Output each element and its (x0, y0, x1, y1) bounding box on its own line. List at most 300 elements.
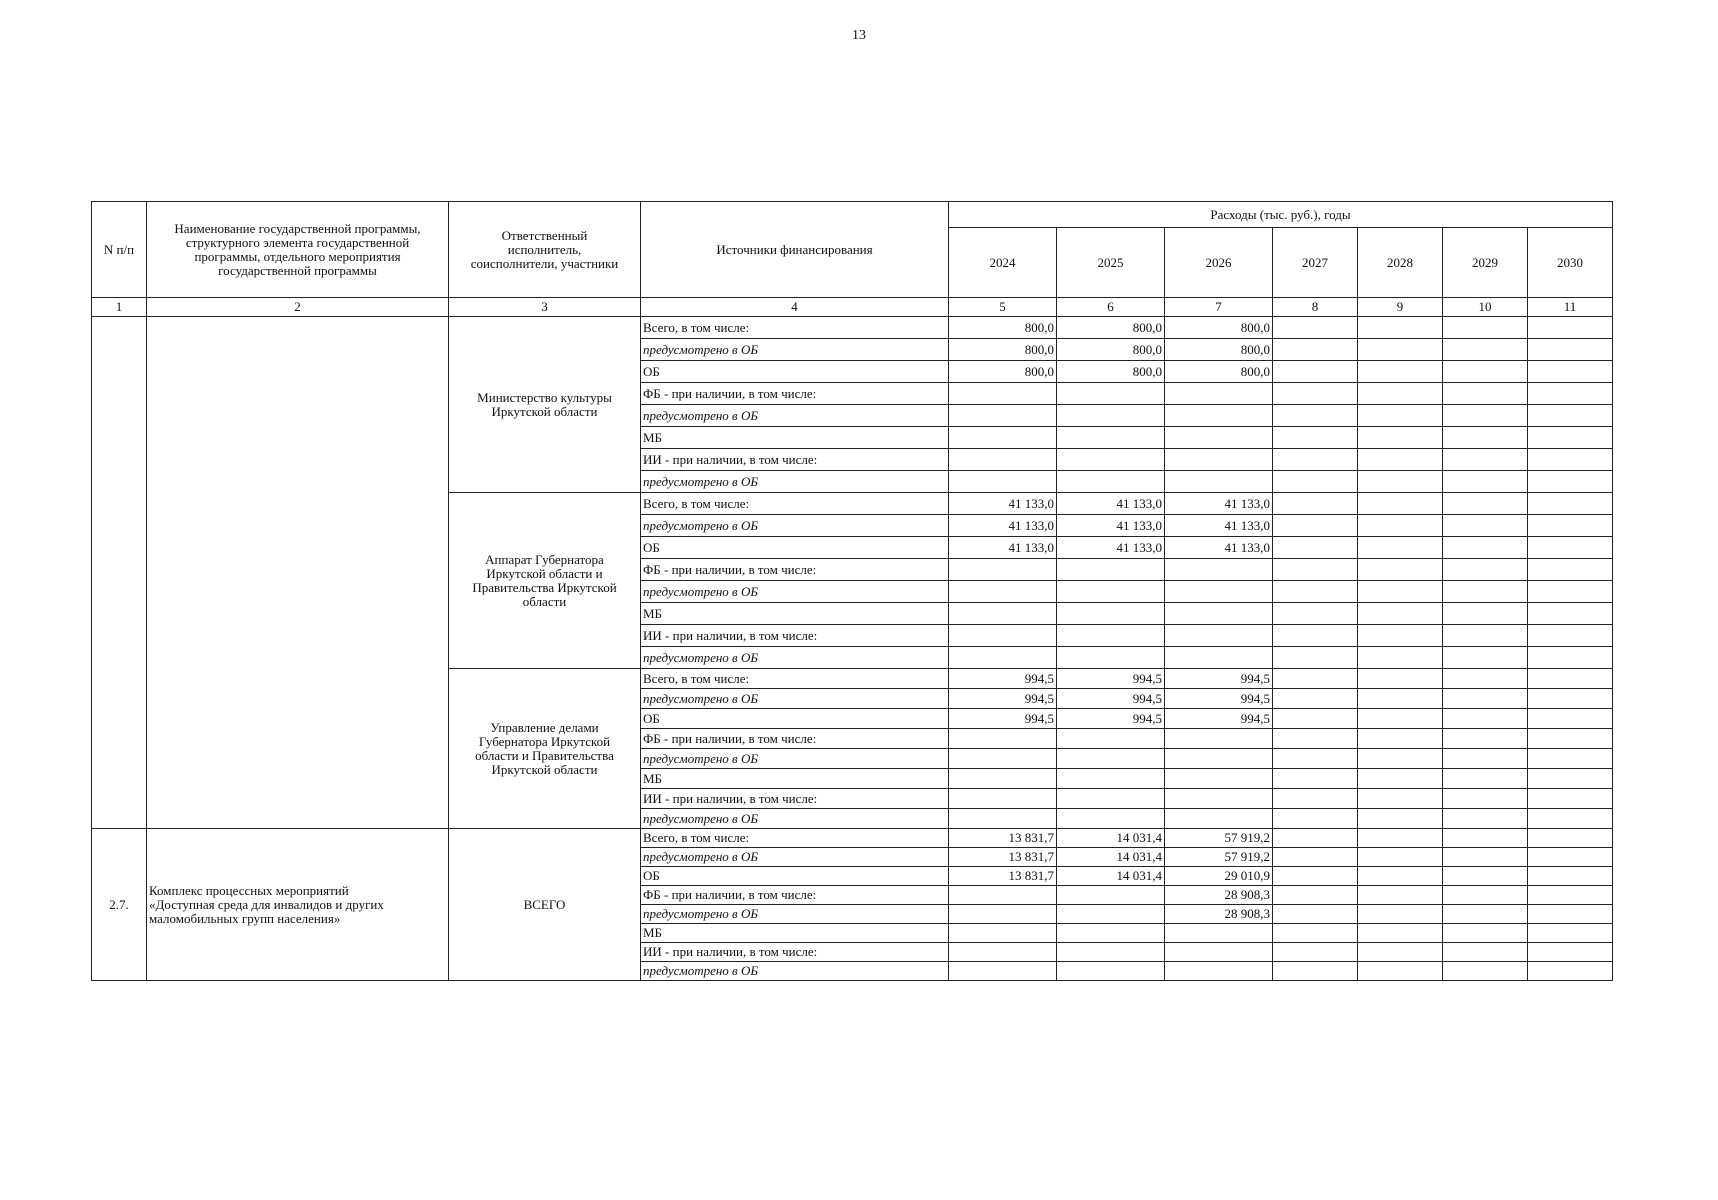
item-number: 2.7. (92, 829, 147, 981)
amount-cell (1358, 581, 1443, 603)
amount-cell: 29 010,9 (1165, 867, 1273, 886)
amount-cell (1528, 317, 1613, 339)
amount-cell (1443, 848, 1528, 867)
amount-cell (1057, 383, 1165, 405)
amount-cell (1273, 669, 1358, 689)
funding-source: предусмотрено в ОБ (641, 339, 949, 361)
funding-source: ОБ (641, 867, 949, 886)
amount-cell (1165, 789, 1273, 809)
amount-cell: 41 133,0 (949, 515, 1057, 537)
amount-cell (1443, 669, 1528, 689)
amount-cell (1443, 729, 1528, 749)
amount-cell (1165, 603, 1273, 625)
amount-cell (1358, 405, 1443, 427)
amount-cell (1165, 625, 1273, 647)
amount-cell (949, 603, 1057, 625)
amount-cell (1358, 829, 1443, 848)
funding-source: ИИ - при наличии, в том числе: (641, 943, 949, 962)
funding-source: ОБ (641, 709, 949, 729)
header-name (147, 202, 449, 298)
funding-source: Всего, в том числе: (641, 669, 949, 689)
header-year: 2027 (1273, 228, 1358, 298)
amount-cell (1358, 559, 1443, 581)
amount-cell (1358, 924, 1443, 943)
funding-source: предусмотрено в ОБ (641, 749, 949, 769)
amount-cell (1443, 625, 1528, 647)
amount-cell (1528, 361, 1613, 383)
amount-cell (1528, 537, 1613, 559)
amount-cell (1528, 427, 1613, 449)
amount-cell (1528, 789, 1613, 809)
amount-cell (1443, 449, 1528, 471)
amount-cell (1358, 625, 1443, 647)
amount-cell (1358, 669, 1443, 689)
amount-cell (1528, 669, 1613, 689)
amount-cell (1443, 689, 1528, 709)
amount-cell (1165, 809, 1273, 829)
amount-cell (1273, 383, 1358, 405)
amount-cell (1165, 924, 1273, 943)
amount-cell (1443, 405, 1528, 427)
amount-cell (1443, 749, 1528, 769)
column-number: 9 (1358, 298, 1443, 317)
table-header (92, 202, 1613, 317)
amount-cell (1057, 625, 1165, 647)
amount-cell (1443, 809, 1528, 829)
funding-source: ИИ - при наличии, в том числе: (641, 449, 949, 471)
amount-cell: 994,5 (949, 689, 1057, 709)
amount-cell: 41 133,0 (1057, 537, 1165, 559)
table-row (92, 317, 1613, 339)
header-year: 2030 (1528, 228, 1613, 298)
amount-cell: 13 831,7 (949, 829, 1057, 848)
executor-line: Правительства Иркутской (472, 579, 617, 595)
amount-cell (949, 383, 1057, 405)
amount-cell (1273, 537, 1358, 559)
header-year: 2024 (949, 228, 1057, 298)
amount-cell (1528, 924, 1613, 943)
amount-cell: 800,0 (1057, 339, 1165, 361)
amount-cell (1165, 581, 1273, 603)
amount-cell: 14 031,4 (1057, 848, 1165, 867)
amount-cell (1057, 962, 1165, 981)
amount-cell (1358, 809, 1443, 829)
funding-source: МБ (641, 769, 949, 789)
amount-cell (1528, 603, 1613, 625)
amount-cell (1443, 339, 1528, 361)
amount-cell: 14 031,4 (1057, 829, 1165, 848)
amount-cell: 14 031,4 (1057, 867, 1165, 886)
amount-cell (1528, 493, 1613, 515)
amount-cell (1057, 603, 1165, 625)
header-executor-line: Ответственный (501, 227, 588, 243)
amount-cell: 994,5 (949, 669, 1057, 689)
amount-cell (1443, 709, 1528, 729)
item-name (147, 317, 449, 829)
column-number: 6 (1057, 298, 1165, 317)
amount-cell (1273, 405, 1358, 427)
amount-cell (1358, 886, 1443, 905)
amount-cell (949, 449, 1057, 471)
amount-cell (1358, 689, 1443, 709)
funding-source: ОБ (641, 537, 949, 559)
amount-cell (1358, 603, 1443, 625)
amount-cell (1165, 471, 1273, 493)
amount-cell (1165, 427, 1273, 449)
header-name-line: структурного элемента государственной (185, 234, 410, 250)
amount-cell (949, 405, 1057, 427)
amount-cell (1273, 361, 1358, 383)
amount-cell (1443, 317, 1528, 339)
amount-cell (1273, 709, 1358, 729)
amount-cell (1528, 729, 1613, 749)
amount-cell (1273, 689, 1358, 709)
amount-cell (1443, 789, 1528, 809)
amount-cell (1273, 886, 1358, 905)
funding-source: предусмотрено в ОБ (641, 848, 949, 867)
amount-cell (1273, 789, 1358, 809)
executor-line: области (522, 593, 567, 609)
amount-cell (1273, 962, 1358, 981)
amount-cell (1273, 449, 1358, 471)
amount-cell (1528, 848, 1613, 867)
amount-cell (1528, 625, 1613, 647)
amount-cell (1165, 749, 1273, 769)
column-number: 2 (147, 298, 449, 317)
amount-cell (1443, 559, 1528, 581)
amount-cell (1057, 581, 1165, 603)
amount-cell: 994,5 (1165, 669, 1273, 689)
amount-cell (1358, 905, 1443, 924)
executor-line: Иркутской области (491, 403, 598, 419)
amount-cell (1057, 809, 1165, 829)
amount-cell (1443, 769, 1528, 789)
amount-cell (949, 769, 1057, 789)
amount-cell (949, 905, 1057, 924)
executor-line: Министерство культуры (477, 389, 612, 405)
amount-cell (1528, 647, 1613, 669)
amount-cell (949, 886, 1057, 905)
amount-cell (1358, 537, 1443, 559)
amount-cell (1273, 603, 1358, 625)
amount-cell (1273, 729, 1358, 749)
amount-cell (1057, 405, 1165, 427)
amount-cell: 800,0 (1165, 361, 1273, 383)
funding-source: предусмотрено в ОБ (641, 471, 949, 493)
financing-table (91, 201, 1613, 981)
amount-cell: 28 908,3 (1165, 905, 1273, 924)
amount-cell (1443, 867, 1528, 886)
funding-source: ФБ - при наличии, в том числе: (641, 886, 949, 905)
amount-cell: 57 919,2 (1165, 829, 1273, 848)
item-number (92, 317, 147, 829)
amount-cell (1358, 848, 1443, 867)
amount-cell (1528, 471, 1613, 493)
header-name-line: государственной программы (218, 262, 377, 278)
amount-cell (1443, 581, 1528, 603)
funding-source: предусмотрено в ОБ (641, 809, 949, 829)
amount-cell (1057, 559, 1165, 581)
amount-cell (1273, 559, 1358, 581)
amount-cell (1358, 749, 1443, 769)
column-number: 8 (1273, 298, 1358, 317)
amount-cell: 41 133,0 (1057, 515, 1165, 537)
amount-cell (1057, 789, 1165, 809)
amount-cell (1528, 809, 1613, 829)
amount-cell (1528, 339, 1613, 361)
amount-cell (1358, 383, 1443, 405)
amount-cell (1443, 647, 1528, 669)
amount-cell (1057, 427, 1165, 449)
funding-source: предусмотрено в ОБ (641, 962, 949, 981)
amount-cell (1443, 493, 1528, 515)
item-name-line: маломобильных групп населения» (149, 910, 341, 926)
funding-source: МБ (641, 427, 949, 449)
header-year: 2026 (1165, 228, 1273, 298)
amount-cell: 994,5 (1165, 689, 1273, 709)
amount-cell (1165, 647, 1273, 669)
funding-source: предусмотрено в ОБ (641, 689, 949, 709)
amount-cell: 994,5 (949, 709, 1057, 729)
amount-cell: 994,5 (1057, 709, 1165, 729)
amount-cell: 41 133,0 (949, 493, 1057, 515)
amount-cell (1528, 769, 1613, 789)
amount-cell (1273, 905, 1358, 924)
amount-cell (1057, 749, 1165, 769)
column-number: 11 (1528, 298, 1613, 317)
funding-source: предусмотрено в ОБ (641, 905, 949, 924)
amount-cell (1057, 729, 1165, 749)
amount-cell (1443, 361, 1528, 383)
column-number: 1 (92, 298, 147, 317)
amount-cell (1443, 471, 1528, 493)
amount-cell (1528, 515, 1613, 537)
amount-cell (1273, 625, 1358, 647)
funding-source: ФБ - при наличии, в том числе: (641, 383, 949, 405)
column-number: 4 (641, 298, 949, 317)
header-name-line: программы, отдельного мероприятия (194, 248, 401, 264)
amount-cell (1443, 383, 1528, 405)
executor-line: Иркутской области и (486, 565, 603, 581)
amount-cell (1358, 769, 1443, 789)
column-number-row (92, 298, 1613, 317)
column-number: 10 (1443, 298, 1528, 317)
amount-cell (1443, 427, 1528, 449)
amount-cell (1528, 709, 1613, 729)
amount-cell: 41 133,0 (949, 537, 1057, 559)
amount-cell (1165, 559, 1273, 581)
amount-cell: 41 133,0 (1165, 537, 1273, 559)
amount-cell (1273, 809, 1358, 829)
amount-cell (1165, 405, 1273, 427)
amount-cell (1358, 729, 1443, 749)
item-name (147, 829, 449, 981)
amount-cell (1358, 709, 1443, 729)
amount-cell: 800,0 (949, 361, 1057, 383)
executor-cell (449, 669, 641, 829)
executor-line: ВСЕГО (523, 896, 566, 912)
amount-cell (1443, 886, 1528, 905)
amount-cell (1358, 427, 1443, 449)
amount-cell (949, 924, 1057, 943)
amount-cell (1528, 886, 1613, 905)
item-name-line: Комплекс процессных мероприятий (149, 882, 349, 898)
amount-cell (1528, 962, 1613, 981)
funding-source: ФБ - при наличии, в том числе: (641, 729, 949, 749)
funding-source: предусмотрено в ОБ (641, 581, 949, 603)
amount-cell (1057, 449, 1165, 471)
header-year: 2028 (1358, 228, 1443, 298)
amount-cell (1528, 559, 1613, 581)
funding-source: предусмотрено в ОБ (641, 405, 949, 427)
amount-cell (1057, 471, 1165, 493)
header-name-line: Наименование государственной программы, (174, 220, 421, 236)
executor-cell (449, 829, 641, 981)
amount-cell (1273, 647, 1358, 669)
amount-cell (1443, 515, 1528, 537)
amount-cell (1443, 537, 1528, 559)
amount-cell (1443, 943, 1528, 962)
header-sources: Источники финансирования (641, 202, 949, 298)
amount-cell (1165, 729, 1273, 749)
header-executor-line: соисполнители, участники (470, 255, 619, 271)
amount-cell (1273, 769, 1358, 789)
amount-cell (1358, 317, 1443, 339)
amount-cell (1358, 647, 1443, 669)
amount-cell (949, 729, 1057, 749)
table-body (92, 317, 1613, 981)
amount-cell (1358, 943, 1443, 962)
amount-cell (1528, 689, 1613, 709)
amount-cell: 800,0 (1057, 317, 1165, 339)
header-year: 2029 (1443, 228, 1528, 298)
executor-line: Губернатора Иркутской (478, 733, 611, 749)
executor-cell (449, 493, 641, 669)
amount-cell: 57 919,2 (1165, 848, 1273, 867)
amount-cell (1273, 339, 1358, 361)
amount-cell: 800,0 (949, 317, 1057, 339)
amount-cell (1528, 581, 1613, 603)
amount-cell (1057, 647, 1165, 669)
amount-cell (1057, 769, 1165, 789)
amount-cell (1358, 471, 1443, 493)
amount-cell (949, 427, 1057, 449)
amount-cell (1273, 943, 1358, 962)
executor-line: Иркутской области (491, 761, 598, 777)
amount-cell: 13 831,7 (949, 848, 1057, 867)
amount-cell (949, 625, 1057, 647)
amount-cell (949, 471, 1057, 493)
funding-source: предусмотрено в ОБ (641, 647, 949, 669)
amount-cell (1165, 449, 1273, 471)
amount-cell (1528, 867, 1613, 886)
amount-cell (1358, 962, 1443, 981)
amount-cell (1273, 749, 1358, 769)
amount-cell (949, 789, 1057, 809)
amount-cell: 28 908,3 (1165, 886, 1273, 905)
amount-cell (1443, 924, 1528, 943)
page-number: 13 (852, 28, 866, 43)
amount-cell (1358, 867, 1443, 886)
amount-cell (1273, 924, 1358, 943)
column-number: 5 (949, 298, 1057, 317)
amount-cell (1273, 581, 1358, 603)
amount-cell (949, 581, 1057, 603)
amount-cell (1057, 924, 1165, 943)
funding-source: ОБ (641, 361, 949, 383)
amount-cell (1528, 943, 1613, 962)
amount-cell: 994,5 (1057, 669, 1165, 689)
amount-cell (1528, 405, 1613, 427)
item-name-line: «Доступная среда для инвалидов и других (149, 896, 384, 912)
amount-cell (1358, 339, 1443, 361)
amount-cell: 41 133,0 (1165, 493, 1273, 515)
amount-cell (1273, 317, 1358, 339)
amount-cell (1057, 886, 1165, 905)
funding-source: ИИ - при наличии, в том числе: (641, 789, 949, 809)
amount-cell (1165, 383, 1273, 405)
amount-cell (1273, 867, 1358, 886)
amount-cell: 41 133,0 (1165, 515, 1273, 537)
amount-cell (949, 647, 1057, 669)
amount-cell (1358, 361, 1443, 383)
amount-cell (1443, 962, 1528, 981)
amount-cell (1528, 829, 1613, 848)
amount-cell (1273, 493, 1358, 515)
amount-cell (1057, 905, 1165, 924)
amount-cell (949, 962, 1057, 981)
executor-line: Аппарат Губернатора (485, 551, 604, 567)
amount-cell: 800,0 (1165, 339, 1273, 361)
amount-cell (1165, 943, 1273, 962)
amount-cell (1273, 471, 1358, 493)
funding-source: Всего, в том числе: (641, 493, 949, 515)
amount-cell: 800,0 (1165, 317, 1273, 339)
amount-cell (1057, 943, 1165, 962)
amount-cell (949, 809, 1057, 829)
funding-source: ИИ - при наличии, в том числе: (641, 625, 949, 647)
amount-cell (1358, 449, 1443, 471)
header-year: 2025 (1057, 228, 1165, 298)
amount-cell (1443, 905, 1528, 924)
executor-line: Управление делами (490, 719, 599, 735)
header-num: N п/п (92, 202, 147, 298)
table-row (92, 829, 1613, 848)
column-number: 7 (1165, 298, 1273, 317)
funding-source: МБ (641, 603, 949, 625)
executor-cell (449, 317, 641, 493)
amount-cell (1273, 829, 1358, 848)
amount-cell (1358, 515, 1443, 537)
amount-cell (1528, 449, 1613, 471)
executor-line: области и Правительства (475, 747, 614, 763)
amount-cell (1273, 515, 1358, 537)
amount-cell (1528, 905, 1613, 924)
header-expenses: Расходы (тыс. руб.), годы (949, 202, 1613, 228)
amount-cell: 994,5 (1165, 709, 1273, 729)
amount-cell: 41 133,0 (1057, 493, 1165, 515)
funding-source: ФБ - при наличии, в том числе: (641, 559, 949, 581)
amount-cell (949, 559, 1057, 581)
amount-cell (1273, 427, 1358, 449)
amount-cell (1165, 962, 1273, 981)
amount-cell (1443, 603, 1528, 625)
amount-cell (1443, 829, 1528, 848)
funding-source: Всего, в том числе: (641, 317, 949, 339)
amount-cell: 800,0 (949, 339, 1057, 361)
header-executor (449, 202, 641, 298)
amount-cell (1528, 383, 1613, 405)
